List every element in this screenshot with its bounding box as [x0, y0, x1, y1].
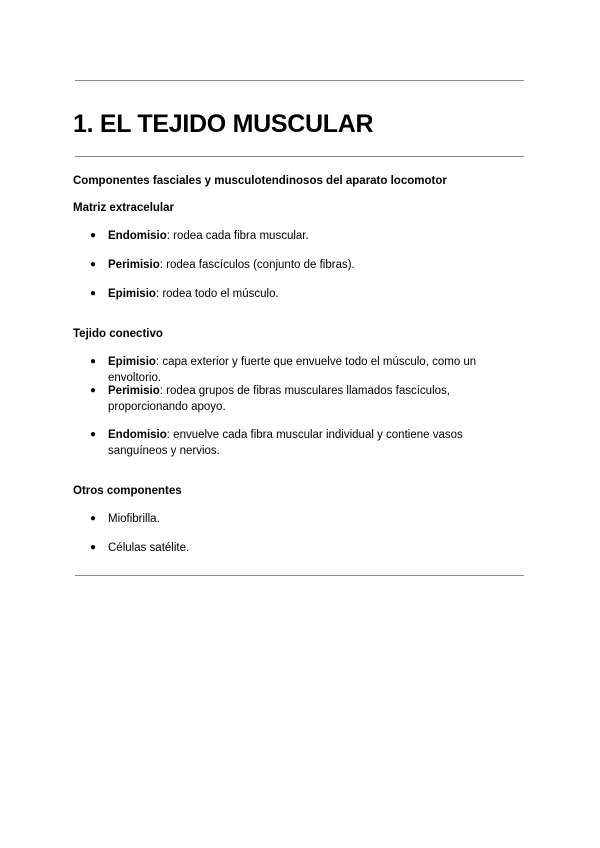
- definition: : envuelve cada fibra muscular individual y contiene vasos sanguíneos y nervios.: [108, 429, 463, 457]
- title-rule: [75, 156, 524, 157]
- term: Perimisio: [108, 259, 160, 271]
- definition: : rodea cada fibra muscular.: [166, 230, 309, 242]
- page-title: 1. EL TEJIDO MUSCULAR: [73, 110, 374, 138]
- bullet-icon: ●: [90, 542, 97, 553]
- definition: : rodea todo el músculo.: [155, 288, 279, 300]
- definition: Miofibrilla.: [108, 513, 160, 525]
- term: Endomisio: [108, 230, 167, 242]
- bullet-icon: ●: [90, 259, 97, 270]
- subtitle: Componentes fasciales y musculotendinosos del aparato locomotor: [73, 175, 447, 187]
- bullet-icon: ●: [90, 356, 97, 367]
- bullet-icon: ●: [90, 288, 97, 299]
- bottom-rule: [75, 575, 524, 576]
- section-heading-matriz: Matriz extracelular: [73, 202, 174, 214]
- definition: Células satélite.: [108, 542, 190, 554]
- section-heading-tejido: Tejido conectivo: [73, 328, 163, 340]
- bullet-icon: ●: [90, 513, 97, 524]
- term: Endomisio: [108, 429, 167, 441]
- bullet-icon: ●: [90, 385, 97, 396]
- definition: : rodea fascículos (conjunto de fibras).: [159, 259, 355, 271]
- top-rule: [75, 80, 524, 81]
- term: Epimisio: [108, 356, 156, 368]
- term: Perimisio: [108, 385, 160, 397]
- section-heading-otros: Otros componentes: [73, 485, 182, 497]
- bullet-icon: ●: [90, 429, 97, 440]
- definition: : rodea grupos de fibras musculares llamados fascículos, proporcionando apoyo.: [108, 385, 450, 413]
- term: Epimisio: [108, 288, 156, 300]
- bullet-icon: ●: [90, 230, 97, 241]
- definition: : capa exterior y fuerte que envuelve todo el músculo, como un envoltorio.: [108, 356, 477, 384]
